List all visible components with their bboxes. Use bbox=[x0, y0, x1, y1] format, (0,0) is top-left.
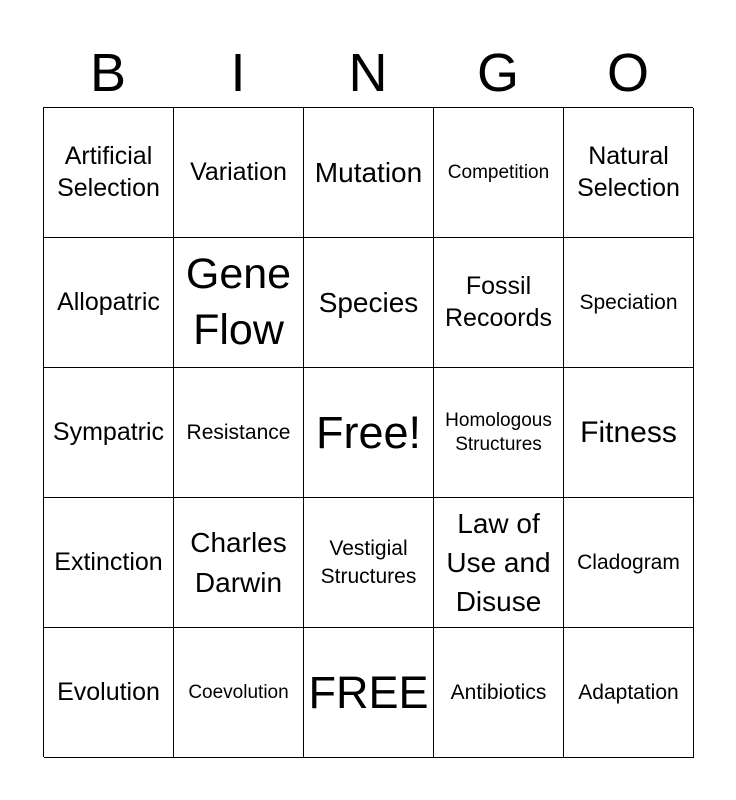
free-space-cell[interactable]: FREE bbox=[304, 628, 434, 758]
bingo-cell[interactable]: Law of Use and Disuse bbox=[434, 498, 564, 628]
header-letter-i: I bbox=[230, 43, 246, 103]
bingo-cell[interactable]: Extinction bbox=[44, 498, 174, 628]
header-letter-n: N bbox=[348, 43, 388, 103]
bingo-cell[interactable]: Gene Flow bbox=[174, 238, 304, 368]
bingo-cell[interactable]: Adaptation bbox=[564, 628, 694, 758]
bingo-cell[interactable]: Vestigial Structures bbox=[304, 498, 434, 628]
bingo-cell[interactable]: Coevolution bbox=[174, 628, 304, 758]
bingo-board bbox=[43, 107, 693, 757]
bingo-cell[interactable]: Charles Darwin bbox=[174, 498, 304, 628]
header-letter-b: B bbox=[89, 43, 127, 103]
bingo-cell[interactable]: Artificial Selection bbox=[44, 108, 174, 238]
bingo-header bbox=[43, 40, 693, 106]
free-space-cell[interactable]: Free! bbox=[304, 368, 434, 498]
bingo-cell[interactable]: Homologous Structures bbox=[434, 368, 564, 498]
bingo-cell[interactable]: Mutation bbox=[304, 108, 434, 238]
bingo-cell[interactable]: Speciation bbox=[564, 238, 694, 368]
bingo-cell[interactable]: Natural Selection bbox=[564, 108, 694, 238]
bingo-cell[interactable]: Competition bbox=[434, 108, 564, 238]
bingo-cell[interactable]: Resistance bbox=[174, 368, 304, 498]
header-letter-g: G bbox=[476, 43, 519, 103]
bingo-cell[interactable]: Fossil Recoords bbox=[434, 238, 564, 368]
bingo-cell[interactable]: Antibiotics bbox=[434, 628, 564, 758]
header-letter-o: O bbox=[606, 43, 649, 103]
bingo-cell[interactable]: Variation bbox=[174, 108, 304, 238]
bingo-cell[interactable]: Fitness bbox=[564, 368, 694, 498]
bingo-cell[interactable]: Cladogram bbox=[564, 498, 694, 628]
bingo-cell[interactable]: Evolution bbox=[44, 628, 174, 758]
bingo-cell[interactable]: Allopatric bbox=[44, 238, 174, 368]
bingo-cell[interactable]: Sympatric bbox=[44, 368, 174, 498]
bingo-cell[interactable]: Species bbox=[304, 238, 434, 368]
